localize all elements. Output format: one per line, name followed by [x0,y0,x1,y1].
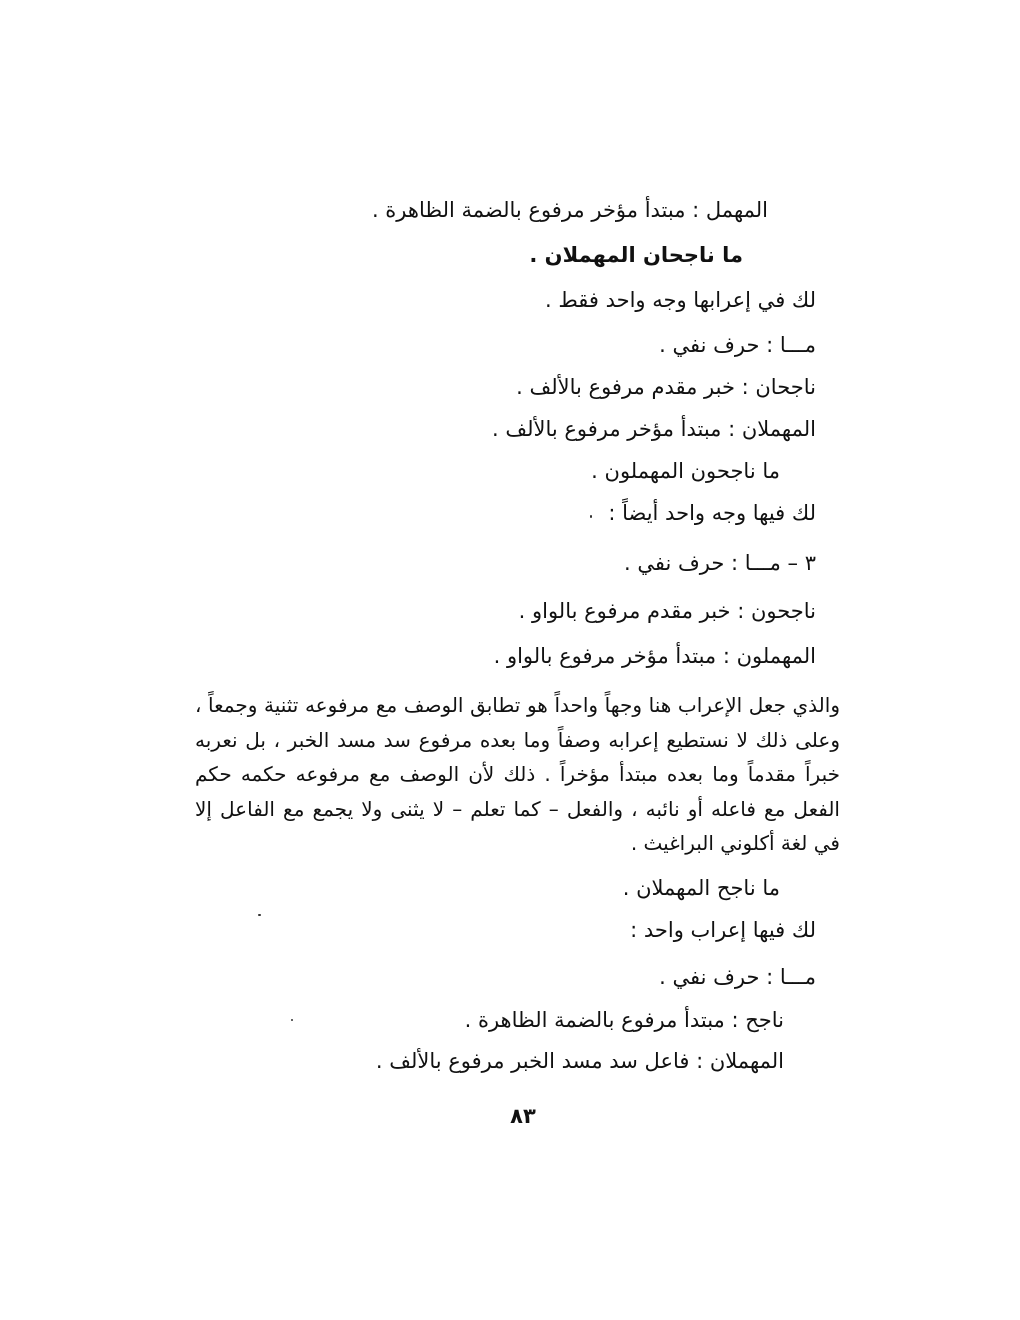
example-heading: ما ناجحون المهملون . [591,459,780,483]
explanation-paragraph: والذي جعل الإعراب هنا وجهاً واحداً هو تطابق الوصف مع مرفوعه تثنية وجمعاً ، وعلى ذلك لا نستطيع إعرابه وصفاً وما بعده مرفوع سد مسد الخبر ، بل نعربه خبراً مقدماً وما بعده مبتدأ مؤخراً . ذلك لأن الوصف مع مرفوعه حكمه حكم الفعل مع فاعله أو نائبه ، والفعل – كما تعلم – لا يثنى ولا يجمع مع الفاعل إلا في لغة أكلوني البراغيث . [195,693,840,855]
scan-speck [258,914,261,916]
text-line: المهملون : مبتدأ مؤخر مرفوع بالواو . [493,644,816,668]
scan-speck [590,515,592,518]
text-line: مـــا : حرف نفي . [659,965,816,989]
text-line: لك في إعرابها وجه واحد فقط . [544,288,816,312]
text-line: لك فيها إعراب واحد : [630,918,816,942]
example-heading: ما ناجحان المهملان . [529,243,743,267]
text-line: مـــا : حرف نفي . [659,333,816,357]
text-line: المهمل : مبتدأ مؤخر مرفوع بالضمة الظاهرة . [371,198,768,222]
text-line: ناجح : مبتدأ مرفوع بالضمة الظاهرة . [464,1008,784,1032]
example-heading: ما ناجح المهملان . [622,876,780,900]
text-line: ٣ – مـــا : حرف نفي . [624,551,816,575]
page-number: ٨٣ [510,1104,536,1128]
text-line: المهملان : مبتدأ مؤخر مرفوع بالألف . [491,417,816,441]
text-line: المهملان : فاعل سد مسد الخبر مرفوع بالألف . [375,1049,784,1073]
scan-speck [291,1019,293,1021]
text-line: لك فيها وجه واحد أيضاً : [608,501,816,525]
text-line: ناجحون : خبر مقدم مرفوع بالواو . [518,599,816,623]
text-line: ناجحان : خبر مقدم مرفوع بالألف . [516,375,816,399]
